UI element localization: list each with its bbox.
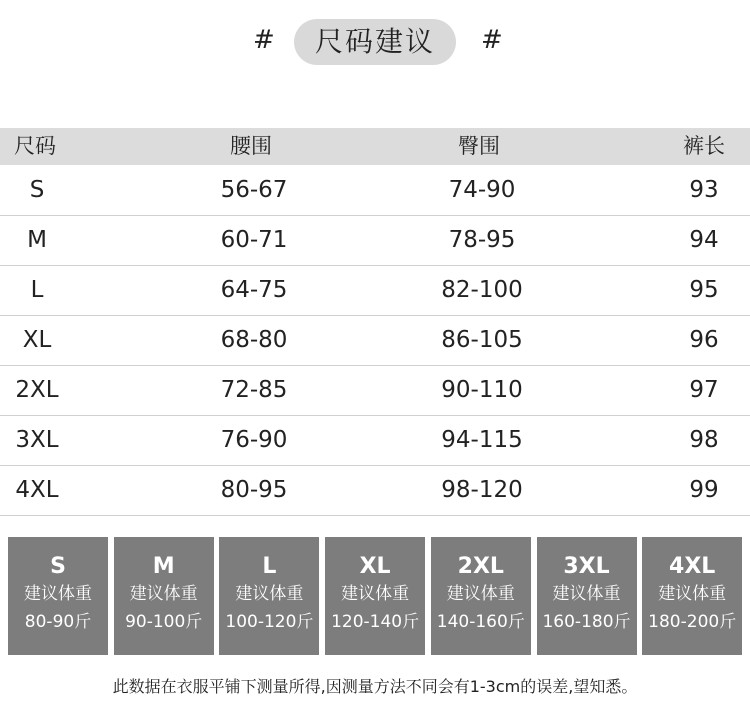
table-row	[0, 415, 750, 466]
cell-waist: 56-67	[220, 177, 288, 203]
cell-hip: 86-105	[441, 327, 523, 353]
size-table	[0, 128, 750, 503]
card-size: 2XL	[457, 554, 504, 579]
weight-card	[8, 537, 108, 655]
page-title: 尺码建议	[294, 19, 456, 65]
card-label: 建议体重	[129, 584, 198, 604]
cell-waist: 64-75	[220, 277, 288, 303]
header-length: 裤长	[683, 134, 725, 158]
weight-card	[325, 537, 425, 655]
card-weight: 80-90斤	[24, 612, 92, 632]
cell-length: 94	[689, 227, 719, 253]
cell-size: XL	[22, 327, 52, 353]
cell-hip: 98-120	[441, 477, 523, 503]
table-row	[0, 215, 750, 266]
cell-length: 95	[689, 277, 719, 303]
header-hip: 臀围	[458, 134, 500, 158]
weight-card	[114, 537, 214, 655]
cell-length: 97	[689, 377, 719, 403]
card-label: 建议体重	[24, 584, 92, 604]
cell-waist: 72-85	[220, 377, 288, 403]
card-size: L	[262, 554, 277, 579]
header-waist: 腰围	[230, 134, 272, 158]
cell-hip: 82-100	[441, 277, 523, 303]
cell-length: 93	[689, 177, 719, 203]
measurement-note: 此数据在衣服平铺下测量所得,因测量方法不同会有1-3cm的误差,望知悉。	[112, 677, 638, 696]
cell-size: M	[27, 227, 47, 253]
cell-waist: 68-80	[220, 327, 288, 353]
weight-card	[219, 537, 319, 655]
card-size: 3XL	[563, 554, 610, 579]
cell-length: 99	[689, 477, 719, 503]
card-size: XL	[359, 554, 391, 579]
cell-size: 4XL	[15, 477, 59, 503]
weight-card	[537, 537, 637, 655]
cell-size: 3XL	[15, 427, 59, 453]
card-size: M	[152, 554, 175, 579]
table-header	[0, 128, 750, 165]
cell-waist: 76-90	[220, 427, 288, 453]
cell-size: 2XL	[15, 377, 59, 403]
card-weight: 140-160斤	[436, 612, 525, 632]
card-weight: 100-120斤	[225, 612, 314, 632]
hash-decor-left: #	[253, 25, 275, 55]
cell-waist: 80-95	[220, 477, 288, 503]
card-label: 建议体重	[235, 584, 304, 604]
card-size: S	[50, 554, 66, 579]
card-size: 4XL	[669, 554, 716, 579]
hash-decor-right: #	[481, 25, 503, 55]
weight-card	[642, 537, 742, 655]
cell-hip: 94-115	[441, 427, 523, 453]
table-row	[0, 265, 750, 316]
cell-waist: 60-71	[220, 227, 288, 253]
card-weight: 120-140斤	[331, 612, 420, 632]
cell-length: 96	[689, 327, 719, 353]
cell-size: S	[29, 177, 45, 203]
table-row	[0, 315, 750, 366]
cell-length: 98	[689, 427, 719, 453]
card-label: 建议体重	[552, 584, 621, 604]
cell-hip: 90-110	[441, 377, 523, 403]
table-row	[0, 365, 750, 416]
title-section	[0, 19, 750, 65]
cell-hip: 78-95	[448, 227, 516, 253]
weight-cards	[8, 537, 742, 655]
card-label: 建议体重	[658, 584, 727, 604]
header-size: 尺码	[14, 134, 56, 158]
card-weight: 90-100斤	[125, 612, 203, 632]
table-row	[0, 165, 750, 216]
table-row	[0, 465, 750, 516]
card-weight: 160-180斤	[542, 612, 631, 632]
card-weight: 180-200斤	[648, 612, 737, 632]
cell-size: L	[30, 277, 44, 303]
card-label: 建议体重	[446, 584, 515, 604]
card-label: 建议体重	[341, 584, 410, 604]
cell-hip: 74-90	[448, 177, 516, 203]
weight-card	[431, 537, 531, 655]
